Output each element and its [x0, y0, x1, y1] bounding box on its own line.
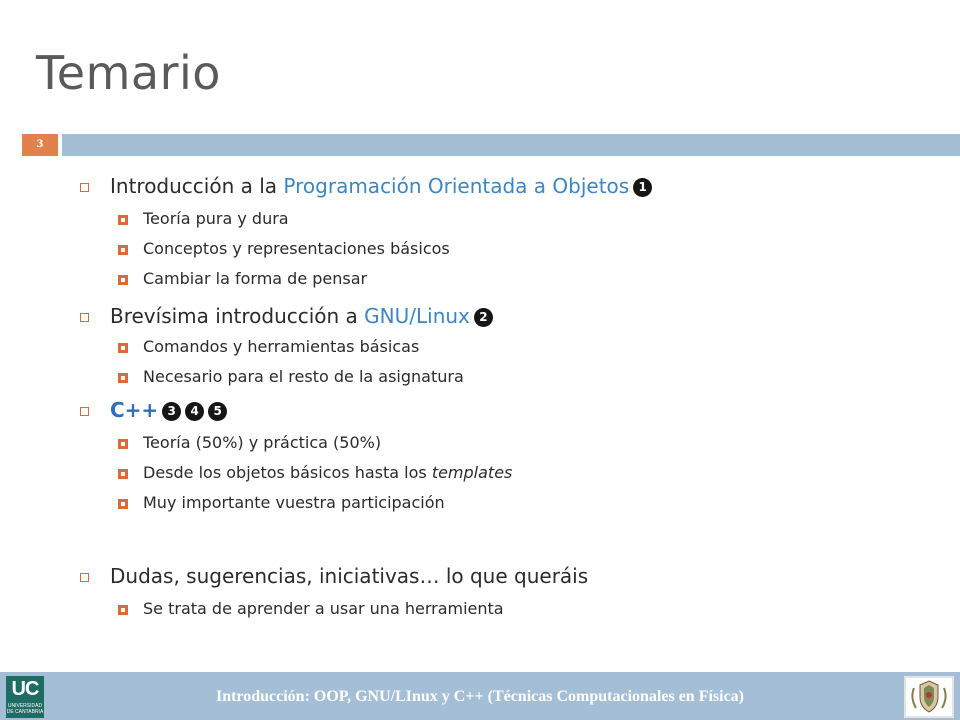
university-logo	[6, 676, 44, 718]
sub-item	[143, 463, 512, 482]
bullet-square-icon	[80, 313, 89, 322]
bullet-square-icon	[80, 183, 89, 192]
number-badge-icon: 1	[633, 178, 652, 197]
sub-item: Conceptos y representaciones básicos	[143, 239, 450, 258]
logo-subtext: UNIVERSIDAD DE CANTABRIA	[6, 703, 44, 715]
sub-bullet-icon	[118, 439, 128, 449]
sub-bullet-icon	[118, 343, 128, 353]
slide-number: 3	[22, 134, 58, 156]
sub-item-text: Desde los objetos básicos hasta los	[143, 463, 432, 482]
slide-title: Temario	[36, 46, 221, 100]
sub-bullet-icon	[118, 499, 128, 509]
sub-bullet-icon	[118, 469, 128, 479]
sub-bullet-icon	[118, 605, 128, 615]
list-item	[110, 304, 493, 328]
bullet-square-icon	[80, 407, 89, 416]
number-badge-icon: 5	[208, 402, 227, 421]
number-badge-icon: 4	[185, 402, 204, 421]
list-item: Dudas, sugerencias, iniciativas… lo que queráis	[110, 564, 589, 588]
sub-item: Comandos y herramientas básicas	[143, 337, 420, 356]
sub-item: Teoría pura y dura	[143, 209, 289, 228]
logo-text: UC	[11, 678, 39, 700]
list-item	[110, 174, 652, 198]
item-highlight: GNU/Linux	[364, 304, 470, 328]
item-highlight: Programación Orientada a Objetos	[283, 174, 630, 198]
item-text: Introducción a la	[110, 174, 284, 198]
bullet-square-icon	[80, 573, 89, 582]
item-highlight: C++	[110, 398, 159, 422]
number-badge-icon: 2	[474, 308, 493, 327]
number-badge-icon: 3	[162, 402, 181, 421]
sub-item: Muy importante vuestra participación	[143, 493, 445, 512]
sub-item: Cambiar la forma de pensar	[143, 269, 368, 288]
sub-item: Necesario para el resto de la asignatura	[143, 367, 464, 386]
header-bar	[62, 134, 960, 156]
university-seal-icon	[904, 676, 954, 718]
sub-bullet-icon	[118, 373, 128, 383]
sub-item: Se trata de aprender a usar una herramienta	[143, 599, 504, 618]
sub-item: Teoría (50%) y práctica (50%)	[143, 433, 382, 452]
sub-item-italic: templates	[431, 463, 513, 482]
list-item	[110, 398, 227, 422]
item-text: Brevísima introducción a	[110, 304, 365, 328]
sub-bullet-icon	[118, 275, 128, 285]
sub-bullet-icon	[118, 245, 128, 255]
sub-bullet-icon	[118, 215, 128, 225]
footer-text: Introducción: OOP, GNU/LInux y C++ (Técnicas Computacionales en Física)	[215, 688, 745, 705]
